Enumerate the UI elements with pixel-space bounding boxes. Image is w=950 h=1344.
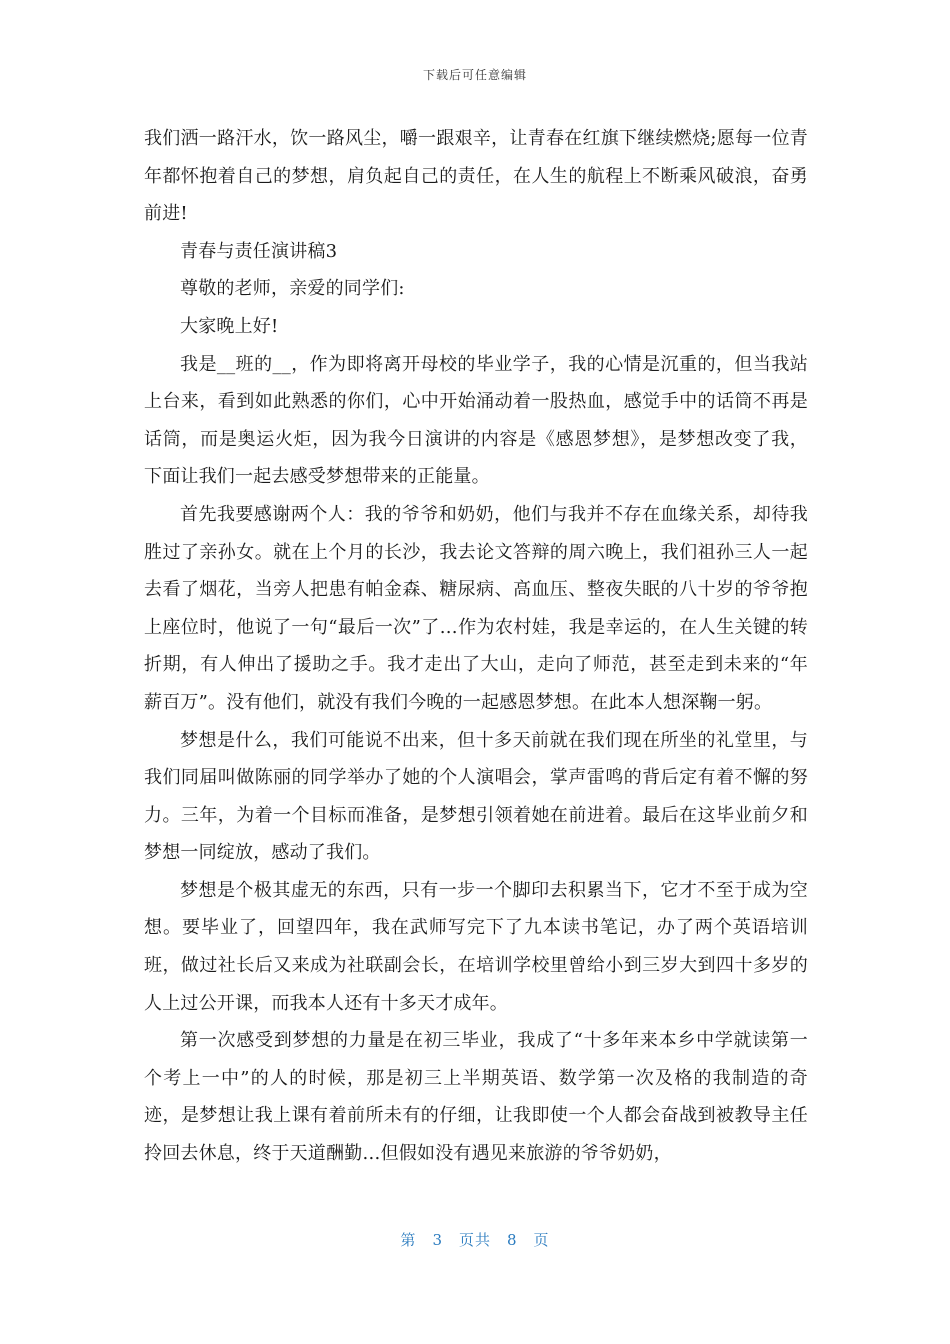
- paragraph-intro: 我是__班的__，作为即将离开母校的毕业学子，我的心情是沉重的，但当我站上台来，看到如此熟悉的你们，心中开始涌动着一股热血，感觉手中的话筒不再是话筒，而是奥运火炬，因为我今日演讲的内容是《感恩梦想》，是梦想改变了我，下面让我们一起去感受梦想带来的正能量。: [144, 353, 808, 488]
- section-title: 青春与责任演讲稿3: [180, 240, 338, 262]
- paragraph-first-feel: 第一次感受到梦想的力量是在初三毕业，我成了“十多年来本乡中学就读第一个考上一中”的人的时候，那是初三上半期英语、数学第一次及格的我制造的奇迹，是梦想让我上课有着前所未有的仔细，让我即使一个人都会奋战到被教导主任拎回去休息，终于天道酬勤…但假如没有遇见来旅游的爷爷奶奶，: [144, 1030, 808, 1165]
- paragraph-what-is-dream: 梦想是什么，我们可能说不出来，但十多天前就在我们现在所坐的礼堂里，与我们同届叫做陈丽的同学举办了她的个人演唱会，掌声雷鸣的背后定有着不懈的努力。三年，为着一个目标而准备，是梦想引领着她在前进着。最后在这毕业前夕和梦想一同绽放，感动了我们。: [144, 729, 808, 864]
- paragraph-dream-accumulate: 梦想是个极其虚无的东西，只有一步一个脚印去积累当下，它才不至于成为空想。要毕业了，回望四年，我在武师写完下了九本读书笔记，办了两个英语培训班，做过社长后又来成为社联副会长，在培训学校里曾给小到三岁大到四十多岁的人上过公开课，而我本人还有十多天才成年。: [144, 879, 808, 1014]
- footer-total-word: 页共: [458, 1231, 491, 1249]
- greeting: 大家晚上好!: [180, 315, 279, 337]
- document-body: [144, 120, 808, 1173]
- footer-total-pages: 8: [507, 1231, 518, 1249]
- salutation: 尊敬的老师，亲爱的同学们:: [180, 278, 405, 300]
- paragraph-1: 我们洒一路汗水，饮一路风尘，嚼一跟艰辛，让青春在红旗下继续燃烧;愿每一位青年都怀抱着自己的梦想，肩负起自己的责任，在人生的航程上不断乘风破浪，奋勇前进!: [144, 128, 808, 225]
- footer-page-word: 第: [400, 1231, 417, 1249]
- page-footer: [0, 1229, 950, 1250]
- page-header: 下载后可任意编辑: [422, 68, 527, 82]
- paragraph-grandparents: 首先我要感谢两个人：我的爷爷和奶奶，他们与我并不存在血缘关系，却待我胜过了亲孙女。就在上个月的长沙，我去论文答辩的周六晚上，我们祖孙三人一起去看了烟花，当旁人把患有帕金森、糖尿病、高血压、整夜失眠的八十岁的爷爷抱上座位时，他说了一句“最后一次”了…作为农村娃，我是幸运的，在人生关键的转折期，有人伸出了援助之手。我才走出了大山，走向了师范，甚至走到未来的“年薪百万”。没有他们，就没有我们今晚的一起感恩梦想。在此本人想深鞠一躬。: [144, 503, 808, 713]
- footer-current-page: 3: [432, 1231, 443, 1249]
- footer-end-word: 页: [533, 1231, 550, 1249]
